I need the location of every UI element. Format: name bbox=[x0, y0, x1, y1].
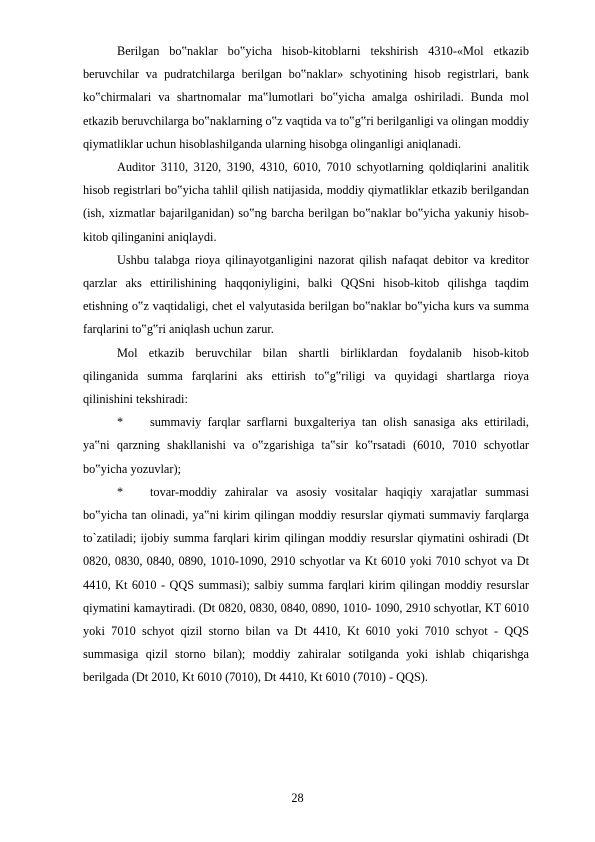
document-body bbox=[83, 40, 529, 690]
bullet-item bbox=[83, 411, 529, 481]
bullet-item bbox=[83, 481, 529, 690]
page-number: 28 bbox=[291, 791, 304, 805]
paragraph-conditional-units: Mol etkazib beruvchilar bilan shartli birliklardan foydalanib hisob-kitob qilinganida summa farqlarini aks ettirish to‟g‟riligi va quyidagi shartlarga rioya qilinishini tekshiradi: bbox=[83, 345, 529, 407]
bullet-text: tovar-moddiy zahiralar va asosiy vositalar haqiqiy xarajatlar summasi bo‟yicha tan olinadi, ya‟ni kirim qilingan moddiy resurslar qiymati summaviy farqlarga to`zatiladi; ijobiy summa farqlari kirim qilingan moddiy resurslar qiymatini oshiradi (Dt 0820, 0830, 0840, 0890, 1010-1090, 2910 schyotlar va Kt 6010 yoki 7010 schyot va Dt 4410, Kt 6010 - QQS summasi); salbiy summa farqlari kirim qilingan moddiy resurslar qiymatini kamaytiradi. (Dt 0820, 0830, 0840, 0890, 1010- 1090, 2910 schyotlar, KT 6010 yoki 7010 schyot qizil storno bilan va Dt 4410, Kt 6010 yoki 7010 schyot - QQS summasiga qizil storno bilan); moddiy zahiralar sotilganda yoki ishlab chiqarishga berilgada (Dt 2010, Kt 6010 (7010), Dt 4410, Kt 6010 (7010) - QQS). bbox=[83, 484, 529, 685]
paragraph-control-requirement: Ushbu talabga rioya qilinayotganligini nazorat qilish nafaqat debitor va kreditor qarzlar aks ettirilishining haqqoniyligini, balki QQSni hisob-kitob qilishga taqdim etishning o‟z vaqtidaligi, chet el valyutasida berilgan bo‟naklar bo‟yicha kurs va summa farqlarini to‟g‟ri aniqlash uchun zarur. bbox=[83, 252, 529, 337]
paragraph-advances-check: Berilgan bo‟naklar bo‟yicha hisob-kitoblarni tekshirish 4310-«Mol etkazib beruvchilar va pudratchilarga berilgan bo‟naklar» schyotining hisob registrlari, bank ko‟chirmalari va shartnomalar ma‟lumotlari bo‟yicha amalga oshiriladi. Bunda mol etkazib beruvchilarga bo‟naklarning o‟z vaqtida va to‟g‟ri berilganligi va olingan moddiy qiymatliklar uchun hisoblashilganda ularning hisobga olinganligi aniqlanadi. bbox=[83, 44, 529, 151]
bullet-mark: * bbox=[117, 484, 124, 499]
bullet-mark: * bbox=[117, 415, 124, 430]
paragraph-auditor-analysis: Auditor 3110, 3120, 3190, 4310, 6010, 7010 schyotlarning qoldiqlarini analitik hisob registrlari bo‟yicha tahlil qilish natijasida, moddiy qiymatliklar etkazib berilgandan (ish, xizmatlar bajarilganidan) so‟ng barcha berilgan bo‟naklar bo‟yicha yakuniy hisob-kitob qilinganini aniqlaydi. bbox=[83, 160, 529, 244]
bullet-text: summaviy farqlar sarflarni buxgalteriya tan olish sanasiga aks ettiriladi, ya‟ni qarzning shakllanishi va o‟zgarishiga ta‟sir ko‟rsatadi (6010, 7010 schyotlar bo‟yicha yozuvlar); bbox=[83, 415, 529, 476]
